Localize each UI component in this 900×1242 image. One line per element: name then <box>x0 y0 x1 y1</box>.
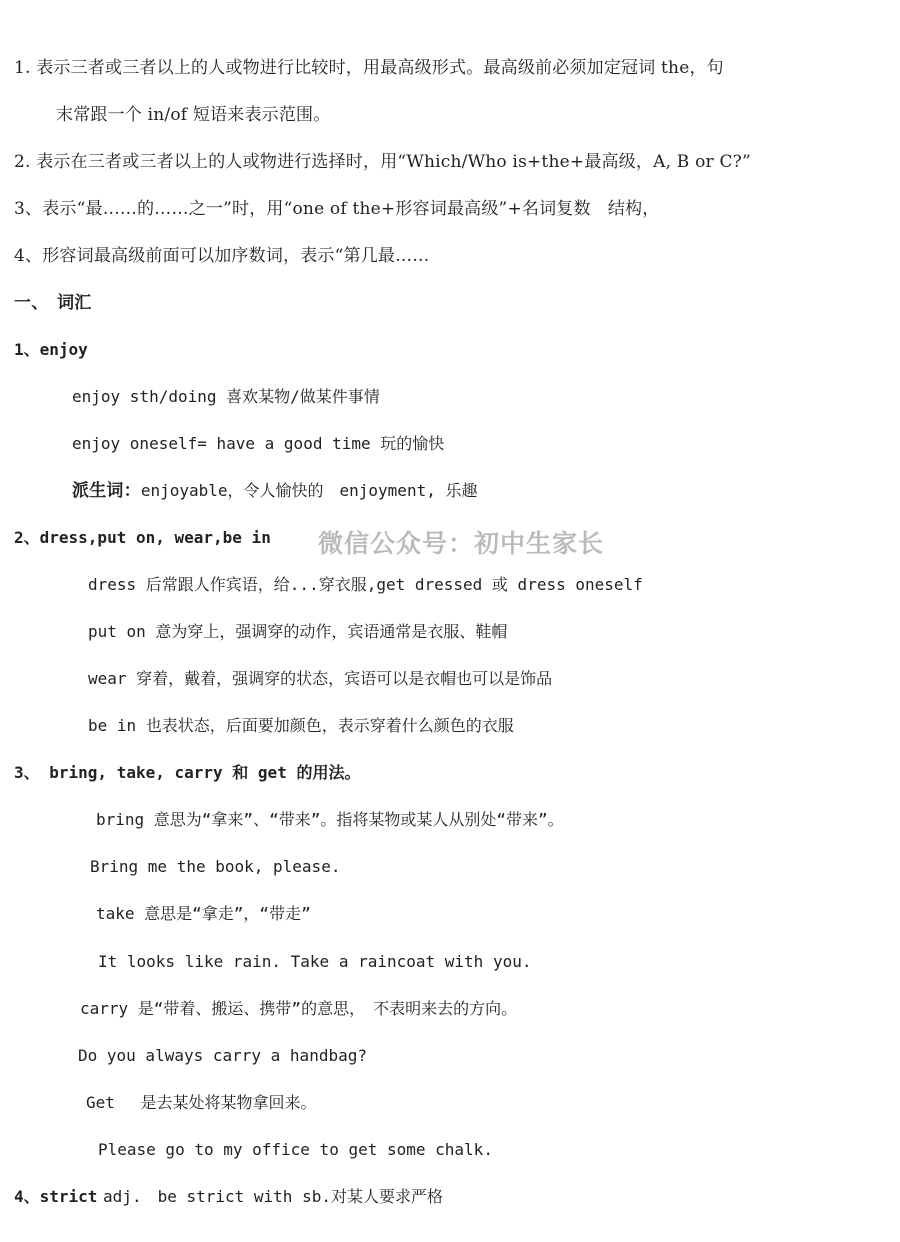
rule-1-cont: 末常跟一个 in/of 短语来表示范围。 <box>56 105 331 125</box>
take-example: It looks like rain. Take a raincoat with you. <box>98 952 532 971</box>
rule-3: 3、表示“最……的……之一”时，用“one of the+形容词最高级”+名词复数 结构， <box>14 199 660 219</box>
bring-example: Bring me the book, please. <box>90 857 341 876</box>
bring-definition: bring 意思为“拿来”、“带来”。指将某物或某人从别处“带来”。 <box>96 810 564 829</box>
vocab-heading-dress: 2、dress,put on, wear,be in <box>14 528 271 547</box>
vocab-heading-bring: 3、 bring, take, carry 和 get 的用法。 <box>14 763 361 782</box>
enjoy-derived-line <box>72 479 477 503</box>
rule-2: 2. 表示在三者或三者以上的人或物进行选择时，用“Which/Who is+the+最高级，A, B or C?” <box>14 152 751 172</box>
be-in-usage: be in 也表状态，后面要加颜色，表示穿着什么颜色的衣服 <box>88 716 514 735</box>
derived-label: 派生词： <box>72 481 141 501</box>
watermark: 微信公众号：初中生家长 <box>318 529 605 558</box>
section-heading-vocab: 一、 词汇 <box>14 293 92 313</box>
carry-definition: carry 是“带着、搬运、携带”的意思， 不表明来去的方向。 <box>80 999 518 1018</box>
enjoy-usage-2: enjoy oneself= have a good time 玩的愉快 <box>72 434 445 453</box>
carry-example: Do you always carry a handbag? <box>78 1046 367 1065</box>
enjoy-usage-1: enjoy sth/doing 喜欢某物/做某件事情 <box>72 387 380 406</box>
put-on-usage: put on 意为穿上，强调穿的动作，宾语通常是衣服、鞋帽 <box>88 622 508 641</box>
get-definition: Get 是去某处将某物拿回来。 <box>86 1093 317 1112</box>
derived-words: enjoyable，令人愉快的 enjoyment, 乐趣 <box>140 481 478 500</box>
wear-usage: wear 穿着，戴着，强调穿的状态，宾语可以是衣帽也可以是饰品 <box>88 669 553 688</box>
rule-1: 1. 表示三者或三者以上的人或物进行比较时，用最高级形式。最高级前必须加定冠词 the，句 <box>14 58 724 78</box>
vocab-heading-strict: 4、strict <box>14 1187 98 1206</box>
rule-4: 4、形容词最高级前面可以加序数词，表示“第几最…… <box>14 246 430 266</box>
dress-usage: dress 后常跟人作宾语，给...穿衣服,get dressed 或 dress oneself <box>88 575 643 594</box>
take-definition: take 意思是“拿走”，“带走” <box>96 904 311 923</box>
vocab-heading-enjoy: 1、enjoy <box>14 340 88 359</box>
get-example: Please go to my office to get some chalk. <box>98 1140 493 1159</box>
strict-line <box>14 1185 443 1209</box>
strict-usage: adj. be strict with sb.对某人要求严格 <box>103 1187 443 1206</box>
